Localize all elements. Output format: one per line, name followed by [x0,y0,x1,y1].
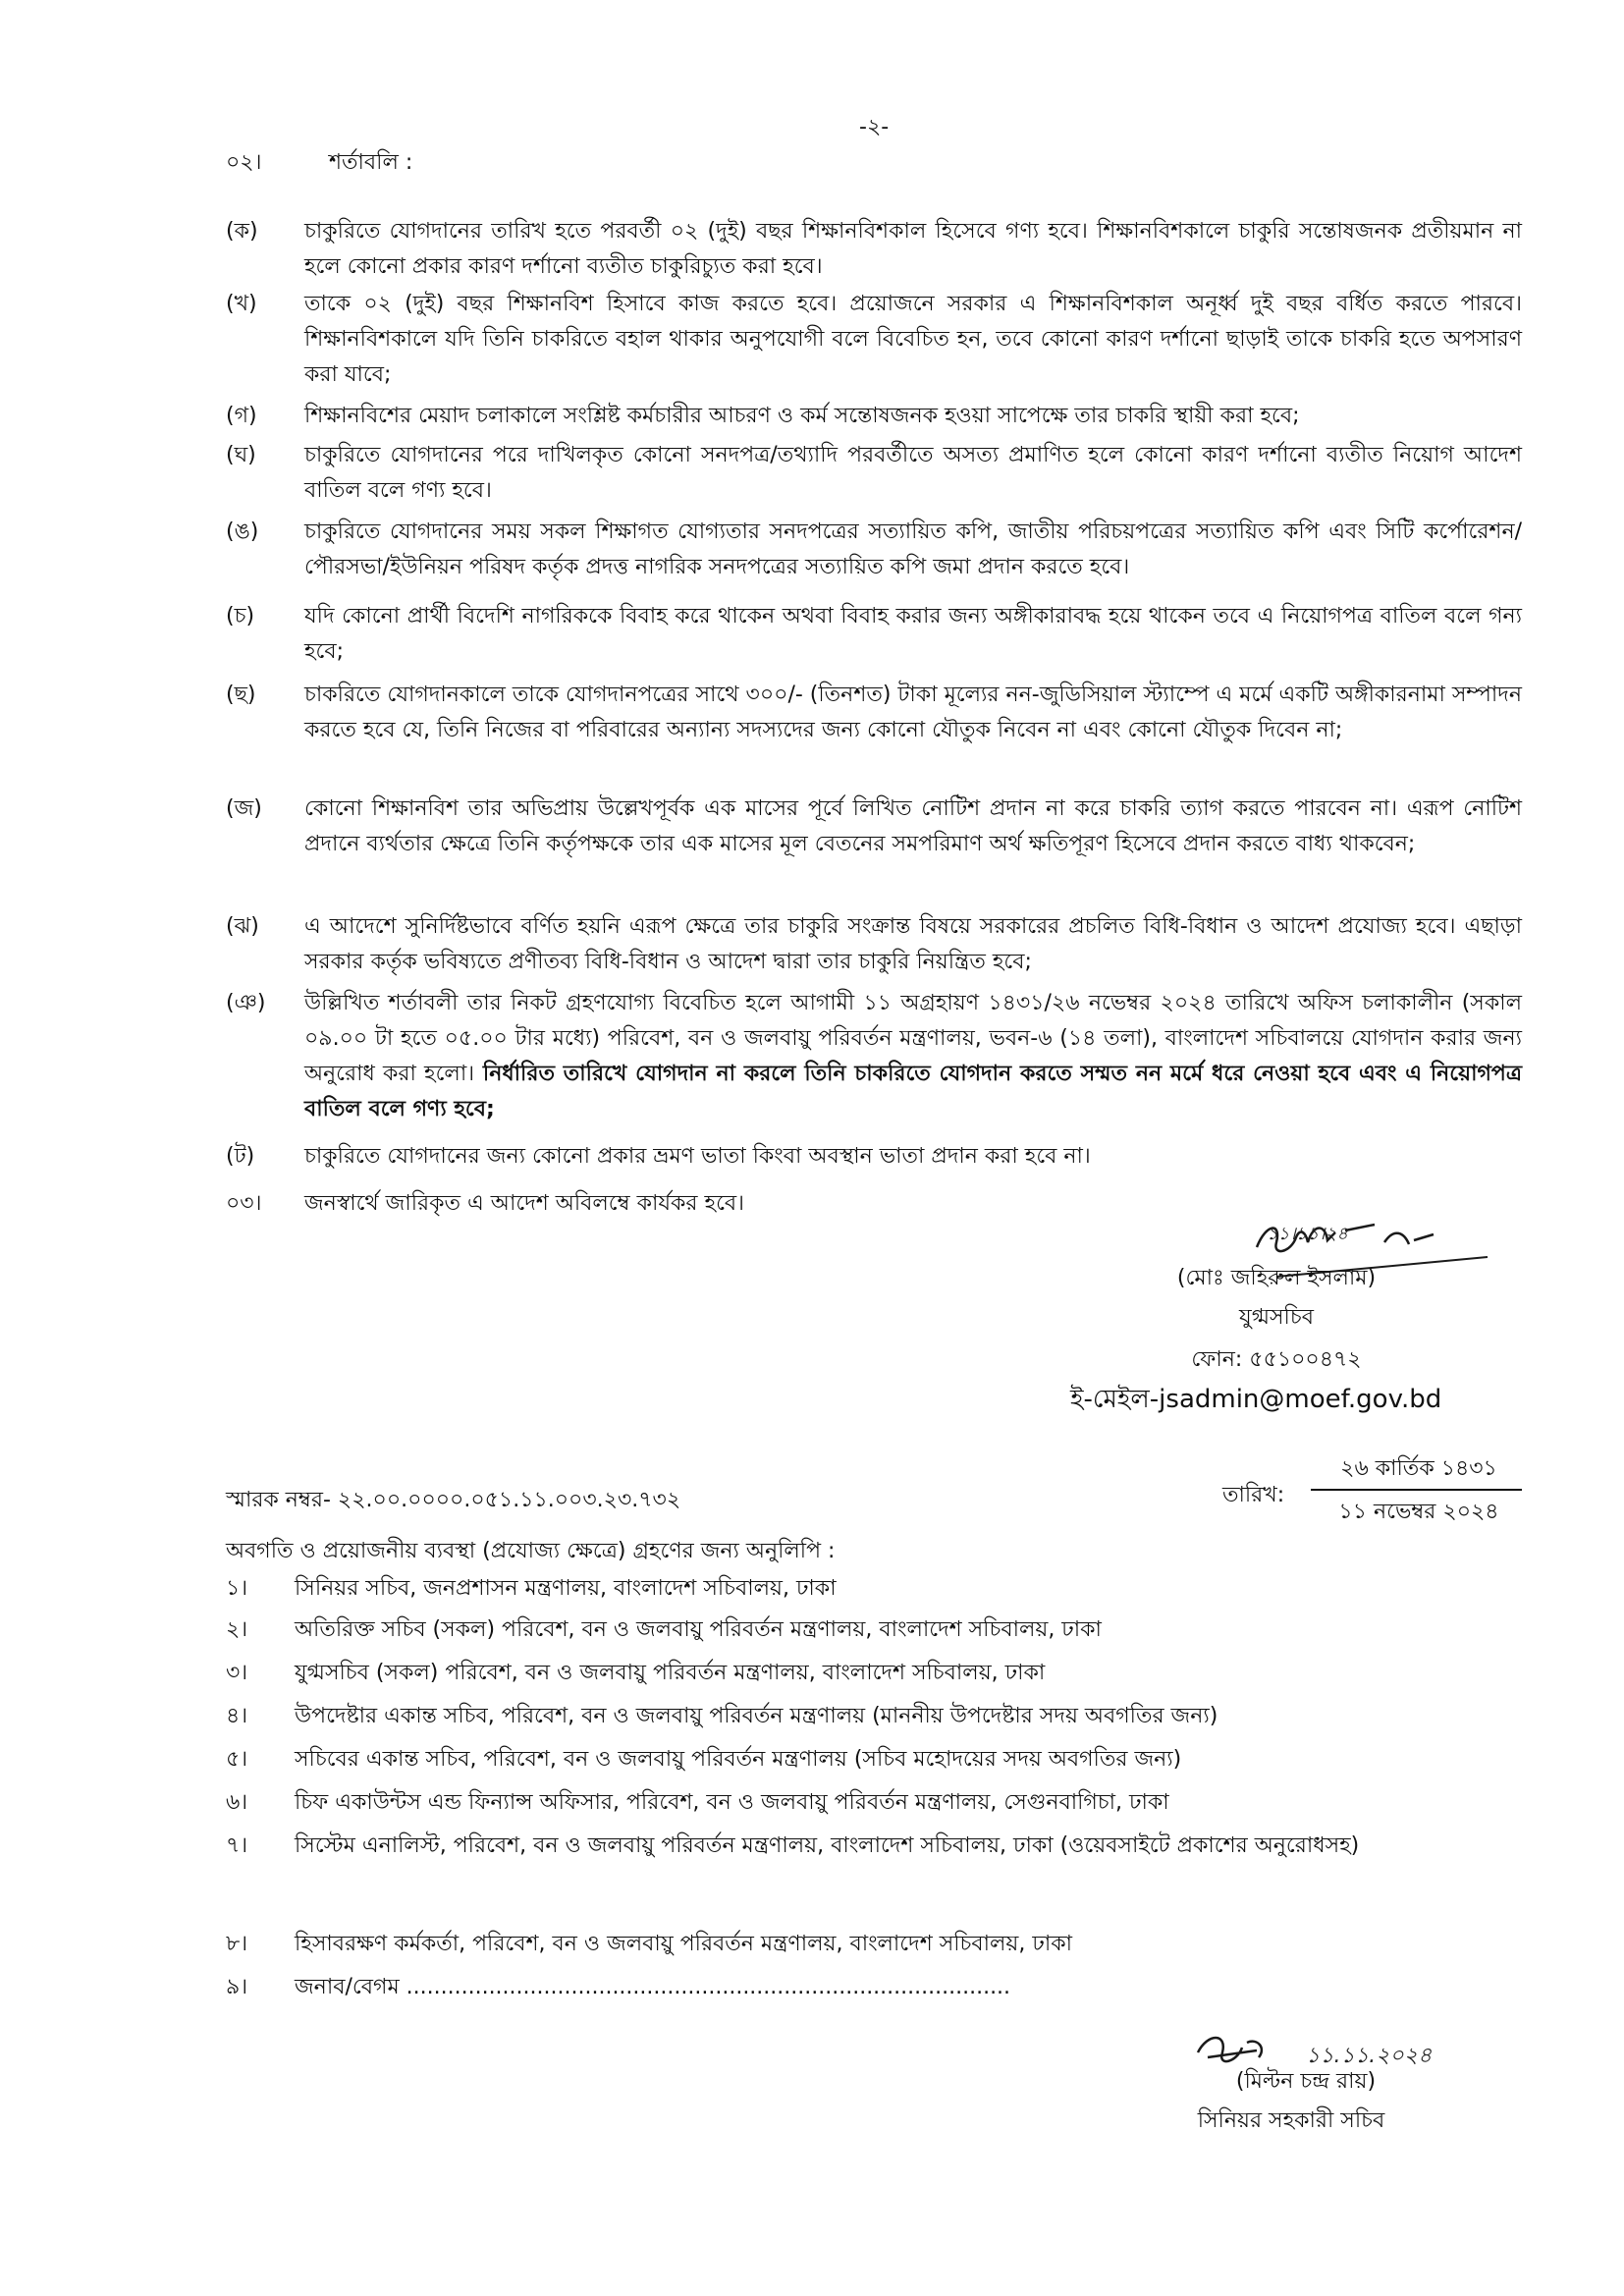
condition-text: চাকুরিতে যোগদানের জন্য কোনো প্রকার ভ্রমণ ভাতা কিংবা অবস্থান ভাতা প্রদান করা হবে না। [304,1144,1091,1169]
section-2-title: শর্তাবলি : [329,150,413,175]
cc-label: ৭। [226,1833,248,1858]
cc-text: সচিবের একান্ত সচিব, পরিবেশ, বন ও জলবায়ু পরিবর্তন মন্ত্রণালয় (সচিব মহোদয়ের সদয় অবগতির জন্য) [295,1747,1182,1772]
condition-gha [226,438,1522,509]
condition-label: (ট) [226,1144,255,1169]
condition-text: চাকরিতে যোগদানকালে তাকে যোগদানপত্রের সাথে ৩০০/- (তিনশত) টাকা মূল্যের নন-জুডিসিয়াল স্ট্যাম্পে এ মর্মে একটি অঙ্গীকারনামা সম্পাদন করতে হবে যে, তিনি নিজের বা পরিবারের অন্যান্য সদস্যদের জন্য কোনো যৌতুক নিবেন না এবং কোনো যৌতুক দিবেন না; [304,683,1522,742]
signatory-2-designation: সিনিয়র সহকারী সচিব [1197,2108,1385,2133]
memo-number: স্মারক নম্বর- ২২.০০.০০০০.০৫১.১১.০০৩.২৩.৭৩২ [226,1488,681,1512]
cc-text: চিফ একাউন্টস এন্ড ফিন্যান্স অফিসার, পরিবেশ, বন ও জলবায়ু পরিবর্তন মন্ত্রণালয়, সেগুনবাগিচা, ঢাকা [295,1790,1169,1815]
condition-cha [226,599,1522,670]
cc-label: ৫। [226,1747,248,1772]
cc-text: হিসাবরক্ষণ কর্মকর্তা, পরিবেশ, বন ও জলবায়ু পরিবর্তন মন্ত্রণালয়, বাংলাদেশ সচিবালয়, ঢাকা [295,1932,1072,1956]
condition-text-block [304,986,1522,1127]
condition-text: যদি কোনো প্রার্থী বিদেশি নাগরিককে বিবাহ করে থাকেন অথবা বিবাহ করার জন্য অঙ্গীকারাবদ্ধ হয়ে থাকেন তবে এ নিয়োগপত্র বাতিল বলে গন্য হবে; [304,604,1522,664]
condition-label: (ঘ) [226,443,256,467]
cc-text: উপদেষ্টার একান্ত সচিব, পরিবেশ, বন ও জলবায়ু পরিবর্তন মন্ত্রণালয় (মাননীয় উপদেষ্টার সদয় অবগতির জন্য) [295,1704,1218,1728]
condition-label: (চ) [226,604,255,629]
cc-text: সিনিয়র সচিব, জনপ্রশাসন মন্ত্রণালয়, বাংলাদেশ সচিবালয়, ঢাকা [295,1576,837,1601]
signature-1-date: ১১।১১।২৪ [1267,1224,1348,1244]
signatory-1-email: ই-মেইল-jsadmin@moef.gov.bd [1070,1385,1442,1414]
date-english: ১১ নভেম্বর ২০২৪ [1338,1500,1499,1524]
condition-text: উল্লিখিত শর্তাবলী তার নিকট গ্রহণযোগ্য বিবেচিত হলে আগামী ১১ অগ্রহায়ণ ১৪৩১/২৬ নভেম্বর ২০২৪ তারিখে অফিস চলাকালীন (সকাল ০৯.০০ টা হতে ০৫.০০ টার মধ্যে) পরিবেশ, বন ও জলবায়ু পরিবর্তন মন্ত্রণালয়, ভবন-৬ (১৪ তলা), বাংলাদেশ সচিবালয়ে যোগদান করার জন্য অনুরোধ করা হলো। [304,991,1522,1086]
signatory-1-designation: যুগ্মসচিব [1239,1305,1314,1330]
cc-heading: অবগতি ও প্রয়োজনীয় ব্যবস্থা (প্রযোজ্য ক্ষেত্রে) গ্রহণের জন্য অনুলিপি : [226,1539,836,1563]
condition-label: (ঝ) [226,914,259,939]
cc-text: সিস্টেম এনালিস্ট, পরিবেশ, বন ও জলবায়ু পরিবর্তন মন্ত্রণালয়, বাংলাদেশ সচিবালয়, ঢাকা (ওয়েবসাইটে প্রকাশের অনুরোধসহ) [295,1833,1360,1858]
condition-text: এ আদেশে সুনির্দিষ্টভাবে বর্ণিত হয়নি এরূপ ক্ষেত্রে তার চাকুরি সংক্রান্ত বিষয়ে সরকারের প্রচলিত বিধি-বিধান ও আদেশ প্রযোজ্য হবে। এছাড়া সরকার কর্তৃক ভবিষ্যতে প্রণীতব্য বিধি-বিধান ও আদেশ দ্বারা তার চাকুরি নিয়ন্ত্রিত হবে; [304,914,1522,974]
condition-label: (ক) [226,219,258,244]
condition-text: শিক্ষানবিশের মেয়াদ চলাকালে সংশ্লিষ্ট কর্মচারীর আচরণ ও কর্ম সন্তোষজনক হওয়া সাপেক্ষে তার চাকরি স্থায়ী করা হবে; [304,404,1300,428]
condition-label: (খ) [226,292,257,316]
signature-2-date: ১১.১১.২০২৪ [1306,2044,1433,2068]
cc-label: ৯। [226,1975,248,1999]
condition-ka [226,214,1522,285]
section-3-number: ০৩। [226,1191,262,1216]
cc-item [226,1927,1522,1962]
cc-label: ৮। [226,1932,248,1956]
section-2-number: ০২। [226,150,262,175]
date-bangla: ২৬ কার্তিক ১৪৩১ [1340,1456,1497,1481]
cc-label: ৪। [226,1704,248,1728]
condition-label: (ঙ) [226,519,259,544]
cc-label: ৩। [226,1661,248,1685]
signatory-1-name: (মোঃ জহিরুল ইসলাম) [1176,1266,1377,1290]
date-divider [1311,1489,1522,1491]
page-number: -২- [859,115,890,139]
signatory-2-name: (মিল্টন চন্দ্র রায়) [1235,2069,1377,2094]
condition-ga [226,399,1522,434]
cc-text: যুগ্মসচিব (সকল) পরিবেশ, বন ও জলবায়ু পরিবর্তন মন্ত্রণালয়, বাংলাদেশ সচিবালয়, ঢাকা [295,1661,1046,1685]
cc-item [226,1785,1522,1821]
cc-item [226,1656,1522,1691]
condition-nya [226,986,1522,1127]
condition-text: চাকুরিতে যোগদানের সময় সকল শিক্ষাগত যোগ্যতার সনদপত্রের সত্যায়িত কপি, জাতীয় পরিচয়পত্রের সত্যায়িত কপি এবং সিটি কর্পোরেশন/পৌরসভা/ইউনিয়ন পরিষদ কর্তৃক প্রদত্ত নাগরিক সনদপত্রের সত্যায়িত কপি জমা প্রদান করতে হবে। [304,519,1522,579]
condition-ja [226,792,1522,862]
condition-uma [226,515,1522,585]
condition-label: (গ) [226,404,257,428]
condition-text: চাকুরিতে যোগদানের পরে দাখিলকৃত কোনো সনদপত্র/তথ্যাদি পরবর্তীতে অসত্য প্রমাণিত হলে কোনো কারণ দর্শানো ব্যতীত নিয়োগ আদেশ বাতিল বলে গণ্য হবে। [304,443,1522,503]
cc-item [226,1970,1522,2005]
condition-jha [226,909,1522,980]
condition-text: তাকে ০২ (দুই) বছর শিক্ষানবিশ হিসাবে কাজ করতে হবে। প্রয়োজনে সরকার এ শিক্ষানবিশকাল অনূর্ধ্ব দুই বছর বর্ধিত করতে পারবে। শিক্ষানবিশকালে যদি তিনি চাকরিতে বহাল থাকার অনুপযোগী বলে বিবেচিত হন, তবে কোনো কারণ দর্শানো ছাড়াই তাকে চাকরি হতে অপসারণ করা যাবে; [304,292,1522,387]
section-3-text: জনস্বার্থে জারিকৃত এ আদেশ অবিলম্বে কার্যকর হবে। [304,1191,745,1216]
condition-label: (ঞ) [226,991,266,1015]
cc-item [226,1742,1522,1777]
cc-item [226,1571,1522,1607]
cc-text: অতিরিক্ত সচিব (সকল) পরিবেশ, বন ও জলবায়ু পরিবর্তন মন্ত্রণালয়, বাংলাদেশ সচিবালয়, ঢাকা [295,1617,1102,1642]
condition-text: কোনো শিক্ষানবিশ তার অভিপ্রায় উল্লেখপূর্বক এক মাসের পূর্বে লিখিত নোটিশ প্রদান না করে চাকরি ত্যাগ করতে পারবেন না। এরূপ নোটিশ প্রদানে ব্যর্থতার ক্ষেত্রে তিনি কর্তৃপক্ষকে তার এক মাসের মূল বেতনের সমপরিমাণ অর্থ ক্ষতিপূরণ হিসেবে প্রদান করতে বাধ্য থাকবেন; [304,796,1522,856]
condition-chha [226,678,1522,748]
condition-kha [226,287,1522,393]
cc-text: জনাব/বেগম ........................................................................................ [295,1975,1011,1999]
date-label: তারিখ: [1222,1483,1285,1507]
condition-ta [226,1139,1522,1175]
condition-text: চাকুরিতে যোগদানের তারিখ হতে পরবর্তী ০২ (দুই) বছর শিক্ষানবিশকাল হিসেবে গণ্য হবে। শিক্ষানবিশকালে চাকুরি সন্তোষজনক প্রতীয়মান না হলে কোনো প্রকার কারণ দর্শানো ব্যতীত চাকুরিচ্যুত করা হবে। [304,219,1522,279]
condition-bold-notice: নির্ধারিত তারিখে যোগদান না করলে তিনি চাকরিতে যোগদান করতে সম্মত নন মর্মে ধরে নেওয়া হবে এবং এ নিয়োগপত্র বাতিল বলে গণ্য হবে; [304,1062,1522,1121]
cc-item [226,1829,1522,1864]
condition-label: (জ) [226,796,262,821]
cc-label: ২। [226,1617,248,1642]
signatory-1-phone: ফোন: ৫৫১০০৪৭২ [1191,1347,1362,1372]
cc-item [226,1613,1522,1648]
cc-label: ১। [226,1576,248,1601]
cc-label: ৬। [226,1790,248,1815]
cc-item [226,1699,1522,1734]
condition-label: (ছ) [226,683,256,707]
